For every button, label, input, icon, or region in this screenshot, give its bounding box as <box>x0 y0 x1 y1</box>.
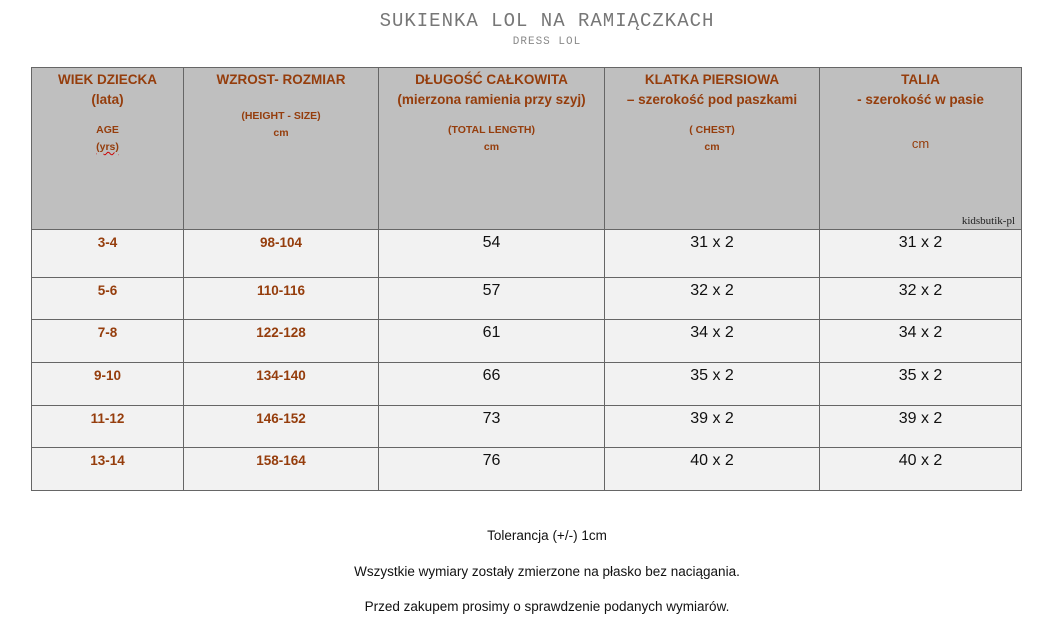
header-size-title: WZROST- ROZMIAR <box>216 72 346 87</box>
check-dimensions-note: Przed zakupem prosimy o sprawdzenie podanych wymiarów. <box>364 599 730 614</box>
table-row <box>32 406 1022 448</box>
header-length-unit: cm <box>483 141 500 153</box>
cell-length: 76 <box>379 448 605 491</box>
table-row <box>32 448 1022 491</box>
cell-size: 146-152 <box>184 406 379 448</box>
cell-length: 66 <box>379 363 605 406</box>
table-row <box>32 230 1022 278</box>
flat-measure-note: Wszystkie wymiary zostały zmierzone na płasko bez naciągania. <box>354 564 740 579</box>
cell-size: 134-140 <box>184 363 379 406</box>
cell-length: 73 <box>379 406 605 448</box>
header-row <box>32 68 1022 230</box>
header-waist <box>820 68 1022 230</box>
cell-chest: 39 x 2 <box>605 406 820 448</box>
header-age-en: AGE <box>96 124 119 136</box>
cell-chest: 34 x 2 <box>605 320 820 363</box>
header-age <box>32 68 184 230</box>
header-waist-title: TALIA <box>901 72 940 87</box>
cell-size: 122-128 <box>184 320 379 363</box>
header-age-en-unit: (yrs) <box>96 141 119 153</box>
cell-age: 7-8 <box>32 320 184 363</box>
cell-waist: 31 x 2 <box>820 230 1022 278</box>
header-size-unit: cm <box>273 127 289 139</box>
cell-age: 9-10 <box>32 363 184 406</box>
cell-age: 11-12 <box>32 406 184 448</box>
cell-chest: 40 x 2 <box>605 448 820 491</box>
cell-age: 13-14 <box>32 448 184 491</box>
cell-waist: 35 x 2 <box>820 363 1022 406</box>
cell-length: 54 <box>379 230 605 278</box>
cell-waist: 39 x 2 <box>820 406 1022 448</box>
tolerance-note: Tolerancja (+/-) 1cm <box>487 528 607 543</box>
page-title: SUKIENKA LOL NA RAMIĄCZKACH <box>379 10 715 32</box>
cell-chest: 32 x 2 <box>605 278 820 320</box>
header-waist-unit: cm <box>911 136 930 151</box>
cell-chest: 31 x 2 <box>605 230 820 278</box>
header-age-subtitle: (lata) <box>91 92 124 107</box>
cell-waist: 32 x 2 <box>820 278 1022 320</box>
header-waist-subtitle: - szerokość w pasie <box>857 92 984 107</box>
cell-size: 98-104 <box>184 230 379 278</box>
cell-waist: 34 x 2 <box>820 320 1022 363</box>
cell-age: 5-6 <box>32 278 184 320</box>
header-size <box>184 68 379 230</box>
header-length-title: DŁUGOŚĆ CAŁKOWITA <box>415 72 568 87</box>
watermark: kidsbutik-pl <box>961 215 1015 227</box>
table-row <box>32 278 1022 320</box>
cell-waist: 40 x 2 <box>820 448 1022 491</box>
table-row <box>32 320 1022 363</box>
header-size-en: (HEIGHT - SIZE) <box>241 110 321 122</box>
table-row <box>32 363 1022 406</box>
header-chest-en: ( CHEST) <box>689 124 735 136</box>
cell-chest: 35 x 2 <box>605 363 820 406</box>
header-chest <box>605 68 820 230</box>
cell-length: 61 <box>379 320 605 363</box>
header-chest-subtitle: – szerokość pod paszkami <box>626 92 798 107</box>
cell-size: 110-116 <box>184 278 379 320</box>
cell-size: 158-164 <box>184 448 379 491</box>
header-length-subtitle: (mierzona ramienia przy szyj) <box>397 92 586 107</box>
header-length-en: (TOTAL LENGTH) <box>448 124 535 136</box>
header-chest-unit: cm <box>704 141 720 153</box>
page-subtitle: DRESS LOL <box>512 36 582 48</box>
cell-length: 57 <box>379 278 605 320</box>
header-length <box>379 68 605 230</box>
header-chest-title: KLATKA PIERSIOWA <box>644 72 780 87</box>
header-age-title: WIEK DZIECKA <box>58 72 157 87</box>
cell-age: 3-4 <box>32 230 184 278</box>
size-chart-table <box>31 67 1022 491</box>
